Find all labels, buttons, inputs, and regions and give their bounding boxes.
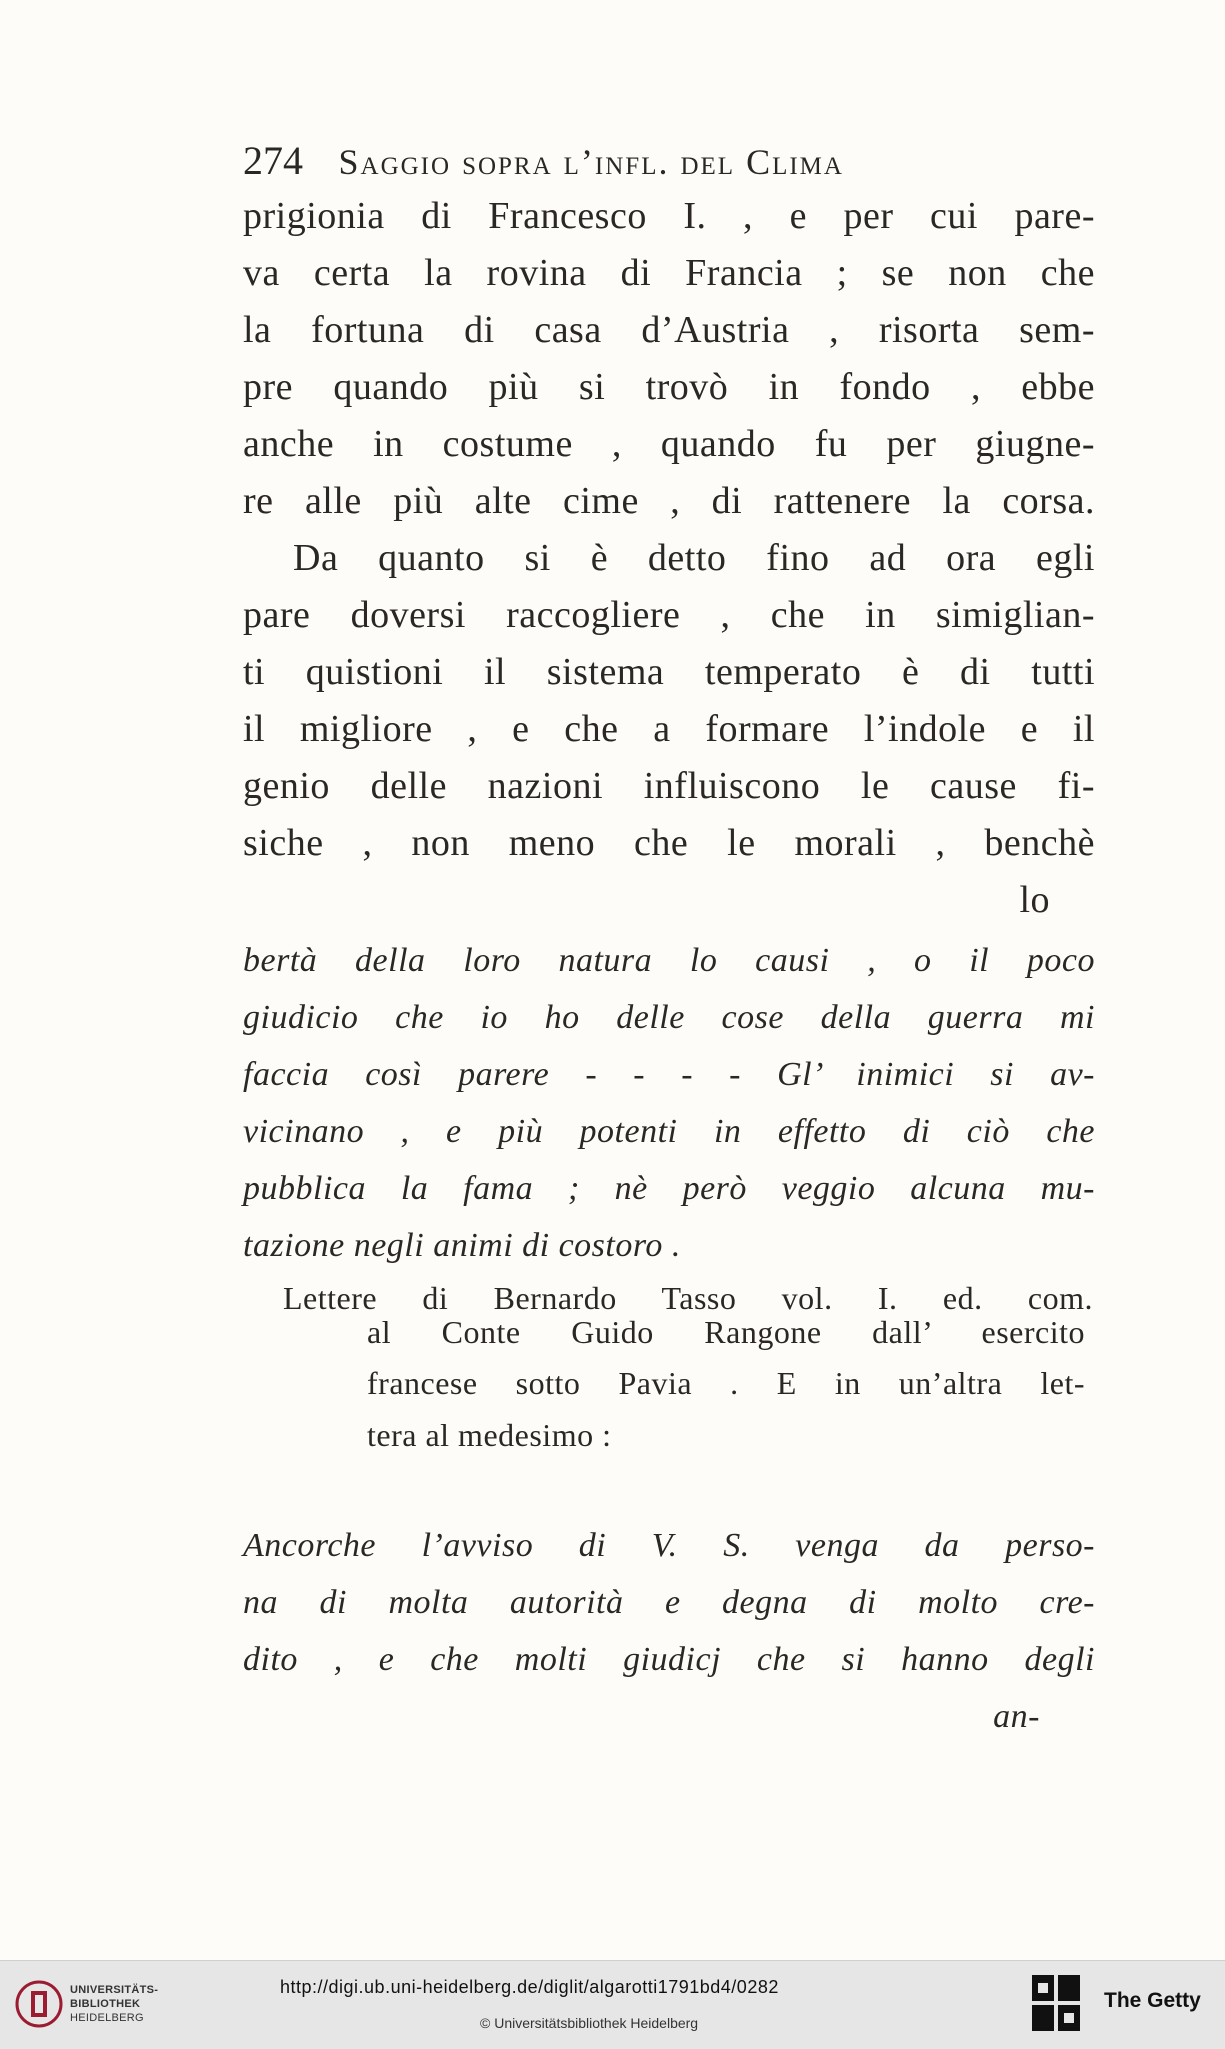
note-line: giudicio che io ho delle cose della guerra mi (243, 999, 1095, 1036)
catchword: lo (1019, 879, 1050, 921)
university-library-logo-icon (14, 1979, 64, 2029)
copyright-notice: © Universitätsbibliothek Heidelberg (480, 2015, 699, 2031)
quote-line: Ancorche l’avviso di V. S. venga da perso- (243, 1527, 1095, 1564)
getty-logo-icon (1030, 1973, 1082, 2033)
body-line: va certa la rovina di Francia ; se non che (243, 252, 1095, 294)
viewer-footer (0, 1960, 1225, 2049)
sponsor-name: The Getty (1104, 1989, 1201, 2012)
quote-line: dito , e che molti giudicj che si hanno degli (243, 1641, 1095, 1678)
library-name-line: BIBLIOTHEK (70, 1998, 141, 2010)
body-line: il migliore , e che a formare l’indole e il (243, 708, 1095, 750)
library-name-line: UNIVERSITÄTS- (70, 1984, 159, 1996)
body-line: ti quistioni il sistema temperato è di tutti (243, 651, 1095, 693)
body-line: Da quanto si è detto fino ad ora egli (293, 537, 1095, 579)
page-header (243, 132, 1095, 191)
catchword: an- (993, 1698, 1040, 1735)
citation-line: tera al medesimo : (367, 1417, 612, 1453)
body-line: pare doversi raccogliere , che in simiglian- (243, 594, 1095, 636)
library-name (70, 1983, 158, 2025)
note-line: tazione negli animi di costoro . (243, 1227, 681, 1264)
note-line: pubblica la fama ; nè però veggio alcuna mu- (243, 1170, 1095, 1207)
page-number: 274 (243, 138, 303, 183)
note-line: bertà della loro natura lo causi , o il poco (243, 942, 1095, 979)
citation-line: francese sotto Pavia . E in un’altra let- (367, 1365, 1085, 1401)
body-line: prigionia di Francesco I. , e per cui pare- (243, 195, 1095, 237)
body-line: siche , non meno che le morali , benchè (243, 822, 1095, 864)
quote-line: na di molta autorità e degna di molto cre- (243, 1584, 1095, 1621)
body-line: la fortuna di casa d’Austria , risorta sem- (243, 309, 1095, 351)
citation-line: al Conte Guido Rangone dall’ esercito (367, 1314, 1085, 1350)
body-line: re alle più alte cime , di rattenere la corsa. (243, 480, 1095, 522)
body-line: genio delle nazioni influiscono le cause fi- (243, 765, 1095, 807)
permalink-url[interactable]: http://digi.ub.uni-heidelberg.de/diglit/algarotti1791bd4/0282 (280, 1977, 779, 1997)
library-name-line: HEIDELBERG (70, 2012, 144, 2024)
body-line: pre quando più si trovò in fondo , ebbe (243, 366, 1095, 408)
note-line: faccia così parere - - - - Gl’ inimici si av- (243, 1056, 1095, 1093)
body-line: anche in costume , quando fu per giugne- (243, 423, 1095, 465)
running-title: Saggio sopra l’infl. del Clima (338, 142, 844, 182)
citation-line: Lettere di Bernardo Tasso vol. I. ed. com. (283, 1280, 1093, 1316)
note-line: vicinano , e più potenti in effetto di ciò che (243, 1113, 1095, 1150)
